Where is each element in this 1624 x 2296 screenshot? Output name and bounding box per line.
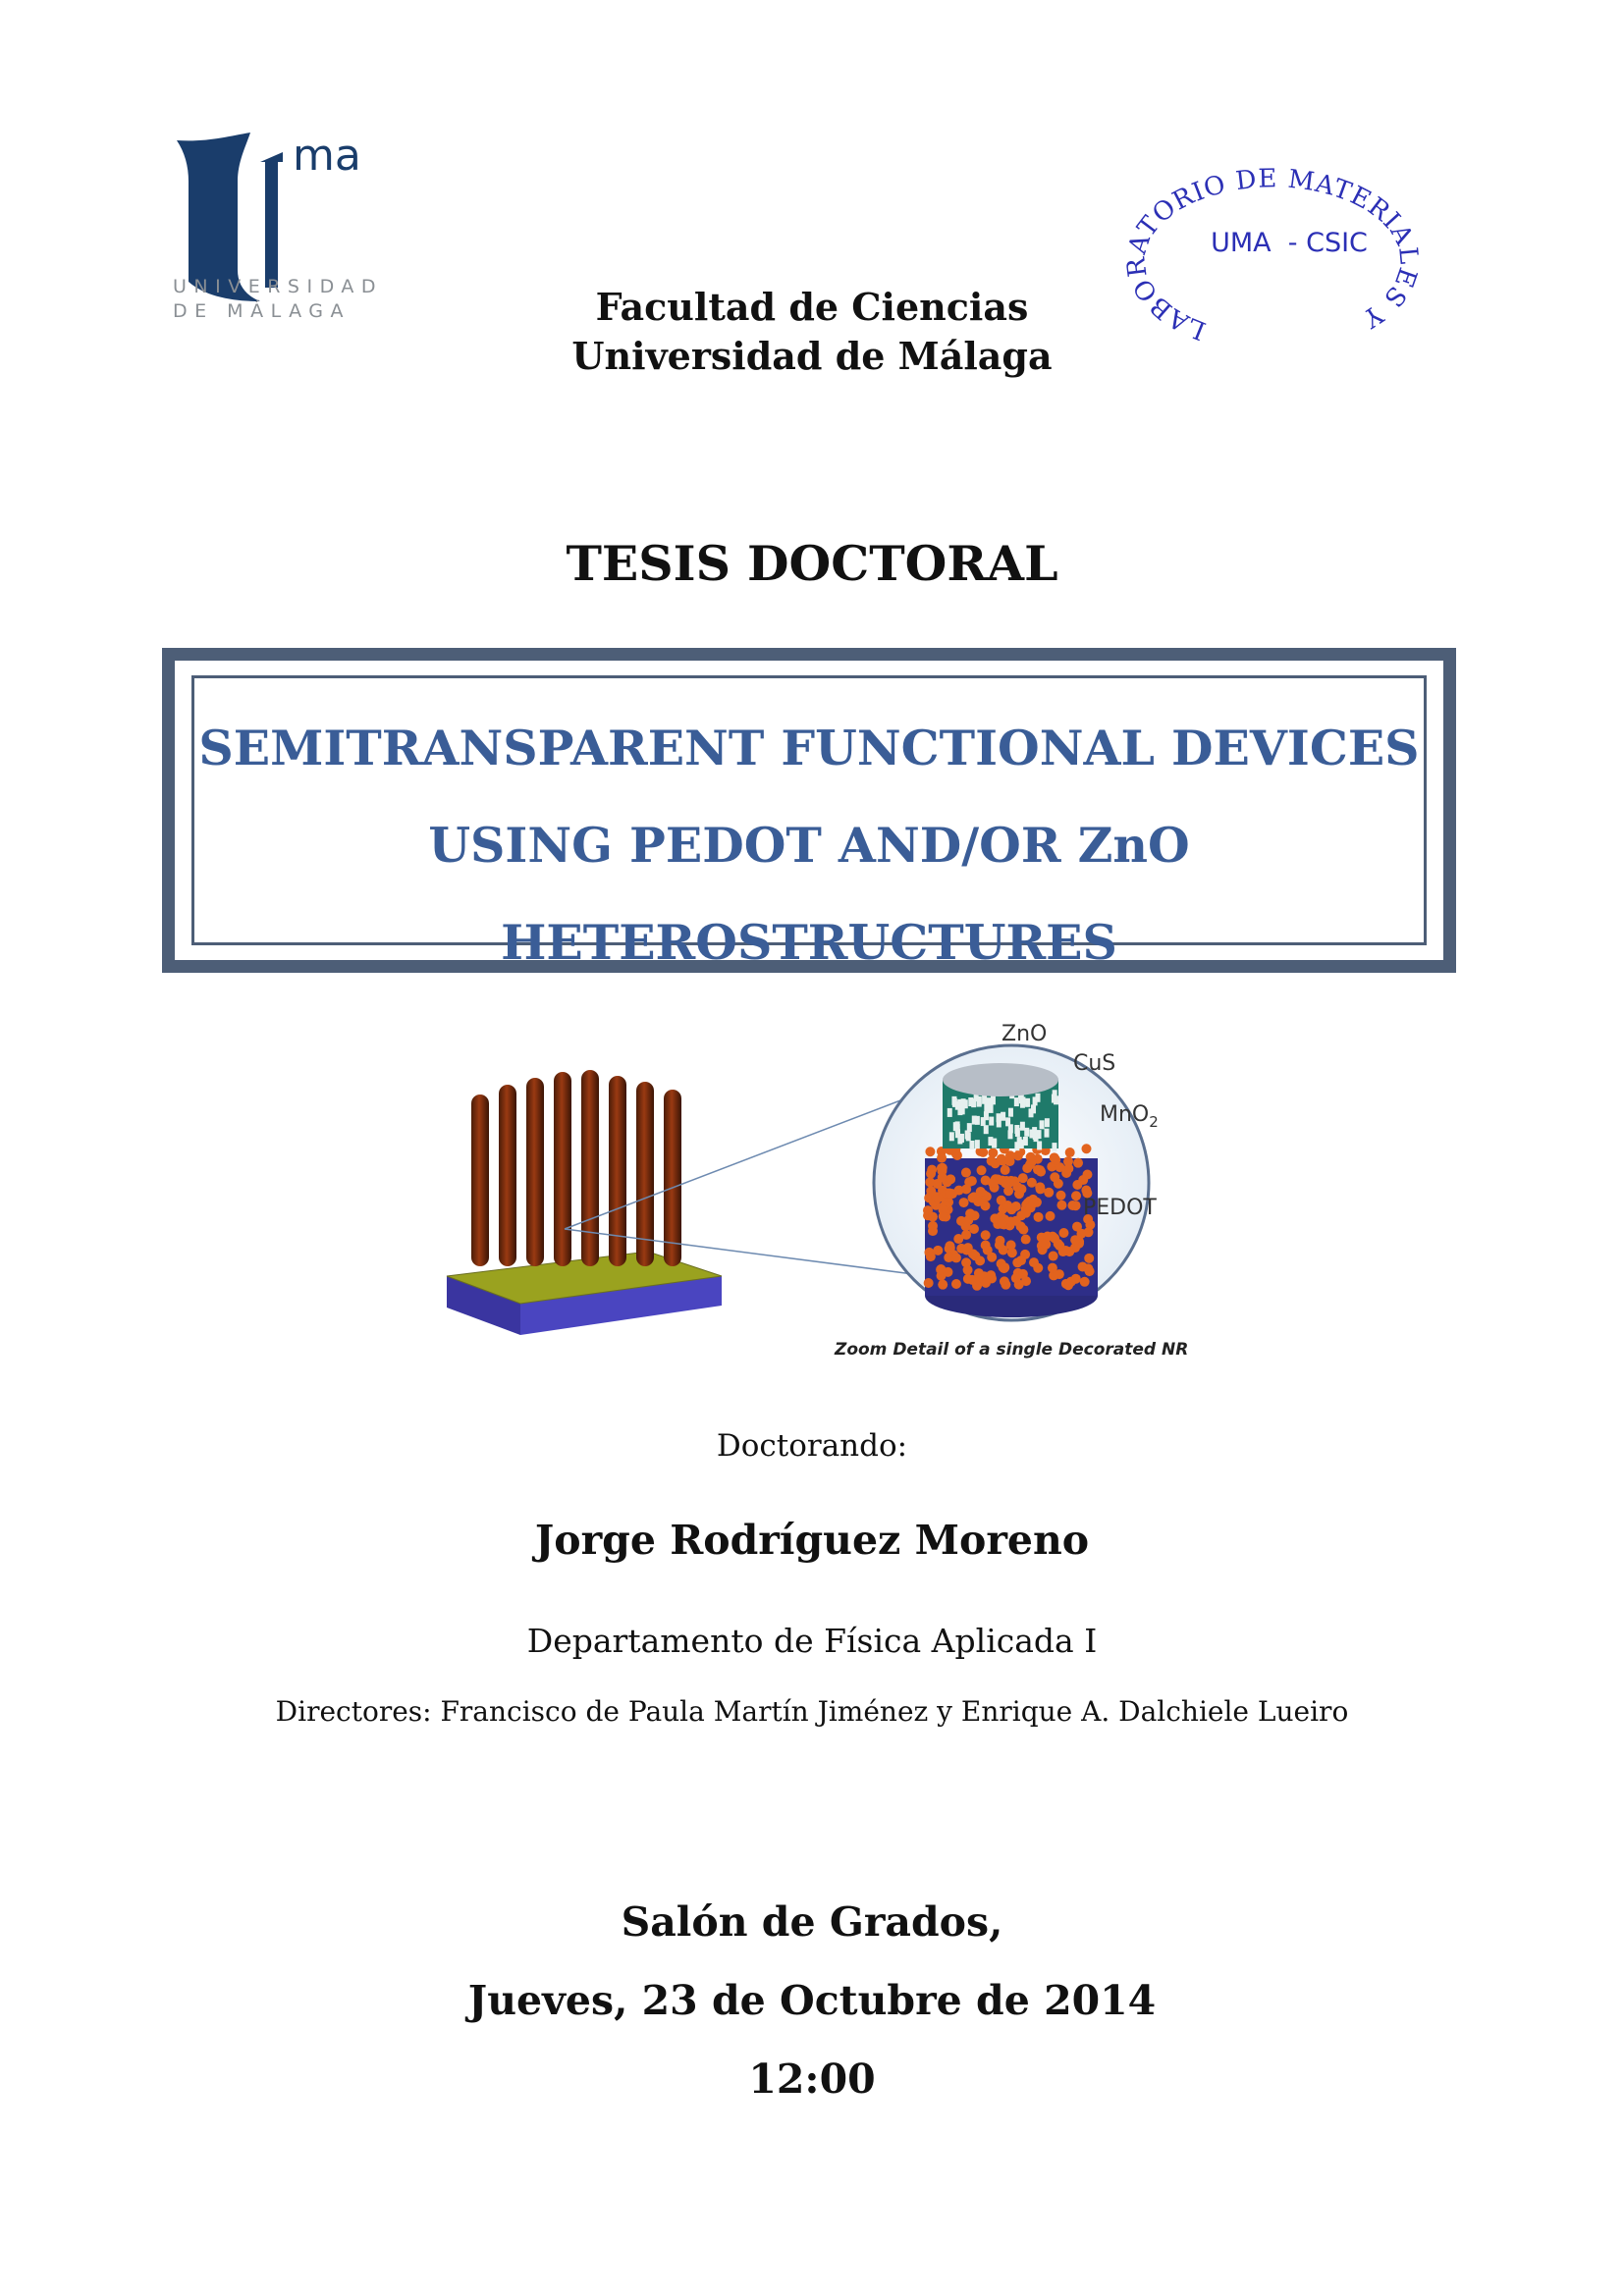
mno2-particle <box>945 1189 954 1199</box>
mno2-particle <box>1063 1156 1073 1166</box>
mno2-particle <box>1029 1257 1039 1267</box>
mno2-particle <box>928 1212 938 1222</box>
thesis-title-line: HETEROSTRUCTURES <box>501 914 1117 971</box>
cus-particle <box>1037 1141 1042 1149</box>
cus-particle <box>949 1132 954 1141</box>
mno2-particle <box>1036 1184 1046 1194</box>
cus-particle <box>989 1117 994 1126</box>
mno2-particle <box>1005 1156 1015 1166</box>
mno2-particle <box>933 1179 943 1189</box>
zoom-detail <box>874 1045 1149 1320</box>
thesis-title <box>194 700 1424 991</box>
cus-particle <box>960 1105 965 1114</box>
mno2-particle <box>925 1147 935 1156</box>
cus-particle <box>1045 1118 1050 1127</box>
mno2-particle <box>1011 1273 1021 1283</box>
mno2-particle <box>1050 1172 1059 1182</box>
faculty-name: Facultad de Ciencias <box>595 285 1029 329</box>
thesis-title-line: SEMITRANSPARENT FUNCTIONAL DEVICES <box>198 720 1420 776</box>
label-mno2: MnO$_2$ <box>1100 1102 1159 1131</box>
defense-place: Salón de Grados, <box>621 1898 1003 1946</box>
mno2-particle <box>977 1165 987 1175</box>
cus-particle <box>969 1141 974 1149</box>
mno2-particle <box>1081 1144 1091 1153</box>
mno2-particle <box>1071 1191 1081 1201</box>
cus-particle <box>984 1125 989 1134</box>
nanorod-figure <box>442 1011 1188 1364</box>
mno2-particle <box>1025 1160 1035 1170</box>
cus-particle <box>989 1104 994 1113</box>
mno2-particle <box>1034 1212 1044 1222</box>
mno2-particle <box>1058 1228 1068 1238</box>
cus-particle <box>997 1118 1001 1127</box>
mno2-particle <box>928 1221 938 1231</box>
nanorod <box>499 1085 516 1266</box>
mno2-particle <box>959 1198 969 1207</box>
cus-particle <box>1014 1097 1019 1106</box>
mno2-particle <box>1027 1178 1037 1188</box>
mno2-particle <box>961 1221 971 1231</box>
mno2-particle <box>1007 1248 1017 1257</box>
mno2-particle <box>965 1208 975 1218</box>
faculty-heading <box>0 283 1624 381</box>
mno2-particle <box>1061 1168 1071 1178</box>
mno2-particle <box>1044 1188 1054 1198</box>
cus-particle <box>1045 1129 1050 1138</box>
mno2-particle <box>1067 1201 1077 1210</box>
mno2-particle <box>1041 1239 1051 1249</box>
department: Departamento de Física Aplicada I <box>526 1622 1098 1660</box>
label-cus: CuS <box>1073 1051 1116 1076</box>
mno2-particle <box>1058 1247 1068 1256</box>
cus-particle <box>1040 1120 1045 1129</box>
nanorod <box>609 1076 626 1266</box>
substrate <box>447 1252 722 1335</box>
mno2-particle <box>924 1278 934 1288</box>
mno2-particle <box>1006 1204 1016 1214</box>
cus-particle <box>1008 1124 1013 1133</box>
defense-time: 12:00 <box>748 2056 876 2103</box>
mno2-particle <box>1085 1266 1095 1276</box>
mno2-particle <box>1056 1191 1065 1201</box>
mno2-particle <box>937 1163 947 1173</box>
university-logo-line1: UNIVERSIDAD <box>173 276 384 297</box>
cus-particle <box>1052 1143 1056 1151</box>
mno2-particle <box>978 1148 988 1157</box>
cus-particle <box>1029 1108 1034 1117</box>
mno2-particle <box>1081 1186 1091 1196</box>
cus-particle <box>968 1097 973 1106</box>
mno2-particle <box>963 1274 973 1284</box>
mno2-particle <box>1009 1176 1019 1186</box>
defense-date: Jueves, 23 de Octubre de 2014 <box>467 1977 1157 2024</box>
mno2-particle <box>961 1168 971 1178</box>
nanorod <box>471 1095 489 1266</box>
mno2-particle <box>981 1241 991 1251</box>
mno2-particle <box>1048 1263 1057 1273</box>
mno2-particle <box>1046 1211 1056 1221</box>
thesis-title-line: USING PEDOT AND/OR ZnO <box>428 817 1190 874</box>
lab-seal-center-text: UMA - CSIC <box>1211 228 1368 258</box>
mno2-particle <box>1084 1254 1094 1263</box>
nanorod <box>526 1078 544 1266</box>
cus-particle <box>1024 1128 1029 1137</box>
mno2-particle <box>938 1280 947 1290</box>
lab-seal-arc-text: LABORATORIO DE MATERIALES Y <box>1121 164 1424 344</box>
cus-particle <box>992 1140 997 1148</box>
mno2-particle <box>1029 1198 1039 1207</box>
mno2-particle <box>1061 1279 1071 1289</box>
mno2-particle <box>1016 1255 1026 1265</box>
cus-particle <box>982 1095 987 1104</box>
cus-particle <box>1029 1130 1034 1139</box>
cus-particle <box>1001 1112 1005 1121</box>
mno2-particle <box>988 1178 998 1188</box>
mno2-particle <box>995 1240 1004 1250</box>
mno2-particle <box>1001 1165 1010 1175</box>
cus-particle <box>984 1111 989 1120</box>
mno2-particle <box>1021 1235 1031 1245</box>
thesis-title-inner-border <box>191 675 1427 971</box>
nanorod <box>554 1072 571 1266</box>
mno2-particle <box>951 1279 961 1289</box>
mno2-particle <box>943 1267 952 1277</box>
mno2-particle <box>976 1187 986 1197</box>
label-zno: ZnO <box>1001 1022 1048 1046</box>
cus-particle <box>972 1116 977 1125</box>
university-logo-line2: DE MÁLAGA <box>173 300 351 322</box>
university-name: Universidad de Málaga <box>571 334 1053 378</box>
cus-particle <box>1008 1108 1013 1117</box>
mno2-particle <box>1000 1262 1009 1272</box>
mno2-particle <box>1018 1225 1028 1235</box>
defense-info <box>0 1883 1624 2118</box>
mno2-particle <box>964 1177 974 1187</box>
mno2-particle <box>987 1253 997 1262</box>
mno2-particle <box>1049 1252 1058 1261</box>
document-type: TESIS DOCTORAL <box>566 535 1058 592</box>
candidate-label: Doctorando: <box>716 1428 908 1464</box>
mno2-particle <box>1070 1235 1080 1245</box>
cus-particle <box>977 1098 982 1107</box>
mno2-particle <box>963 1243 973 1253</box>
cus-particle <box>1015 1128 1020 1137</box>
mno2-particle <box>975 1270 985 1280</box>
label-pedot: PEDOT <box>1083 1196 1157 1220</box>
mno2-particle <box>1051 1155 1060 1165</box>
cus-particle <box>955 1129 960 1138</box>
thesis-title-box <box>162 648 1456 973</box>
cus-particle <box>1036 1094 1041 1102</box>
mno2-particle <box>973 1197 983 1206</box>
cus-particle <box>1019 1140 1024 1148</box>
mno2-particle <box>951 1253 961 1262</box>
nanorod-array <box>471 1070 681 1266</box>
mno2-particle <box>997 1196 1006 1205</box>
mno2-particle <box>926 1169 936 1179</box>
cus-particle <box>1052 1095 1056 1103</box>
cus-particle <box>991 1095 996 1104</box>
cus-particle <box>947 1108 952 1117</box>
nanorod <box>664 1090 681 1266</box>
mno2-particle <box>926 1252 936 1261</box>
directors: Directores: Francisco de Paula Martín Jiménez y Enrique A. Dalchiele Lueiro <box>275 1695 1349 1728</box>
cus-particle <box>1020 1096 1025 1105</box>
mno2-particle <box>997 1155 1006 1165</box>
cus-particle <box>965 1130 970 1139</box>
mno2-particle <box>937 1153 947 1163</box>
mno2-particle <box>961 1257 971 1267</box>
mno2-particle <box>1073 1158 1083 1168</box>
mno2-particle <box>1071 1274 1081 1284</box>
mno2-particle <box>1065 1148 1075 1157</box>
mno2-particle <box>972 1281 982 1291</box>
candidate-name: Jorge Rodríguez Moreno <box>534 1517 1090 1564</box>
mno2-particle <box>1016 1184 1026 1194</box>
cus-particle <box>975 1140 980 1148</box>
mno2-particle <box>975 1255 985 1265</box>
mno2-particle <box>961 1230 971 1240</box>
figure-caption: Zoom Detail of a single Decorated NR <box>835 1340 1188 1360</box>
mno2-particle <box>1083 1227 1093 1237</box>
mno2-particle <box>945 1241 954 1251</box>
nanorod <box>581 1070 599 1266</box>
university-logo-ma: ma <box>293 131 361 181</box>
mno2-particle <box>946 1174 955 1184</box>
mno2-particle <box>1080 1277 1090 1287</box>
cus-particle <box>1020 1122 1025 1131</box>
mno2-particle <box>997 1219 1006 1229</box>
mno2-particle <box>1036 1167 1046 1177</box>
cus-particle <box>1014 1142 1019 1150</box>
mno2-particle <box>981 1230 991 1240</box>
mno2-particle <box>1078 1175 1088 1185</box>
cus-particle <box>1025 1098 1030 1107</box>
mno2-particle <box>1056 1201 1066 1210</box>
mno2-particle <box>1001 1280 1010 1290</box>
mno2-particle <box>987 1156 997 1166</box>
mno2-particle <box>1013 1150 1023 1160</box>
mno2-particle <box>939 1211 948 1221</box>
